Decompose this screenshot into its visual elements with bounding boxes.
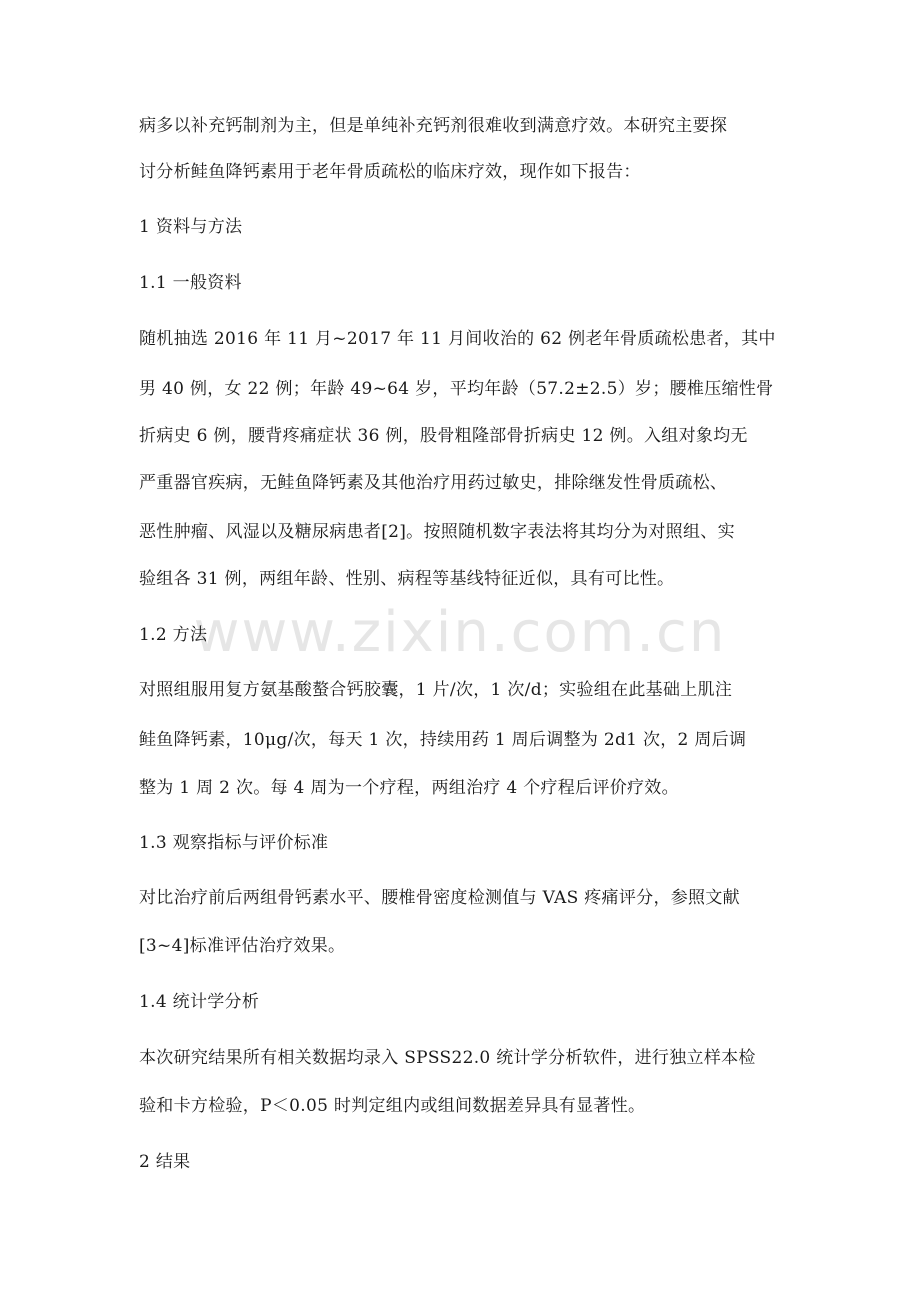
- body-text-line: [3~4]标准评估治疗效果。: [139, 936, 346, 956]
- body-text-line: 本次研究结果所有相关数据均录入 SPSS22.0 统计学分析软件，进行独立样本检: [139, 1048, 756, 1068]
- body-text-line: 对照组服用复方氨基酸螯合钙胶囊，1 片/次，1 次/d；实验组在此基础上肌注: [139, 680, 733, 700]
- body-text-line: 男 40 例，女 22 例；年龄 49~64 岁，平均年龄（57.2±2.5）岁；腰椎压缩性骨: [139, 379, 774, 399]
- subsection-heading: 1.2 方法: [139, 625, 208, 645]
- body-text-line: 鲑鱼降钙素，10μg/次，每天 1 次，持续用药 1 周后调整为 2d1 次，2 周后调: [139, 730, 747, 750]
- body-text-line: 折病史 6 例，腰背疼痛症状 36 例，股骨粗隆部骨折病史 12 例。入组对象均无: [139, 426, 748, 446]
- subsection-heading: 1.3 观察指标与评价标准: [139, 833, 329, 853]
- body-text-line: 随机抽选 2016 年 11 月~2017 年 11 月间收治的 62 例老年骨质疏松患者，其中: [139, 329, 776, 349]
- body-text-line: 恶性肿瘤、风湿以及糖尿病患者[2]。按照随机数字表法将其均分为对照组、实: [139, 522, 735, 542]
- section-heading: 2 结果: [139, 1152, 191, 1172]
- body-text-line: 整为 1 周 2 次。每 4 周为一个疗程，两组治疗 4 个疗程后评价疗效。: [139, 778, 679, 798]
- subsection-heading: 1.4 统计学分析: [139, 992, 260, 1012]
- body-text-line: 严重器官疾病，无鲑鱼降钙素及其他治疗用药过敏史，排除继发性骨质疏松、: [139, 473, 728, 493]
- body-text-line: 验和卡方检验，P＜0.05 时判定组内或组间数据差异具有显著性。: [139, 1096, 646, 1116]
- watermark: www.zixin.com.cn: [193, 600, 727, 665]
- body-text-line: 对比治疗前后两组骨钙素水平、腰椎骨密度检测值与 VAS 疼痛评分，参照文献: [139, 888, 740, 908]
- subsection-heading: 1.1 一般资料: [139, 273, 242, 293]
- body-text-line: 讨分析鲑鱼降钙素用于老年骨质疏松的临床疗效，现作如下报告：: [139, 162, 641, 182]
- body-text-line: 验组各 31 例，两组年龄、性别、病程等基线特征近似，具有可比性。: [139, 569, 675, 589]
- section-heading: 1 资料与方法: [139, 217, 243, 237]
- body-text-line: 病多以补充钙制剂为主，但是单纯补充钙剂很难收到满意疗效。本研究主要探: [139, 116, 728, 136]
